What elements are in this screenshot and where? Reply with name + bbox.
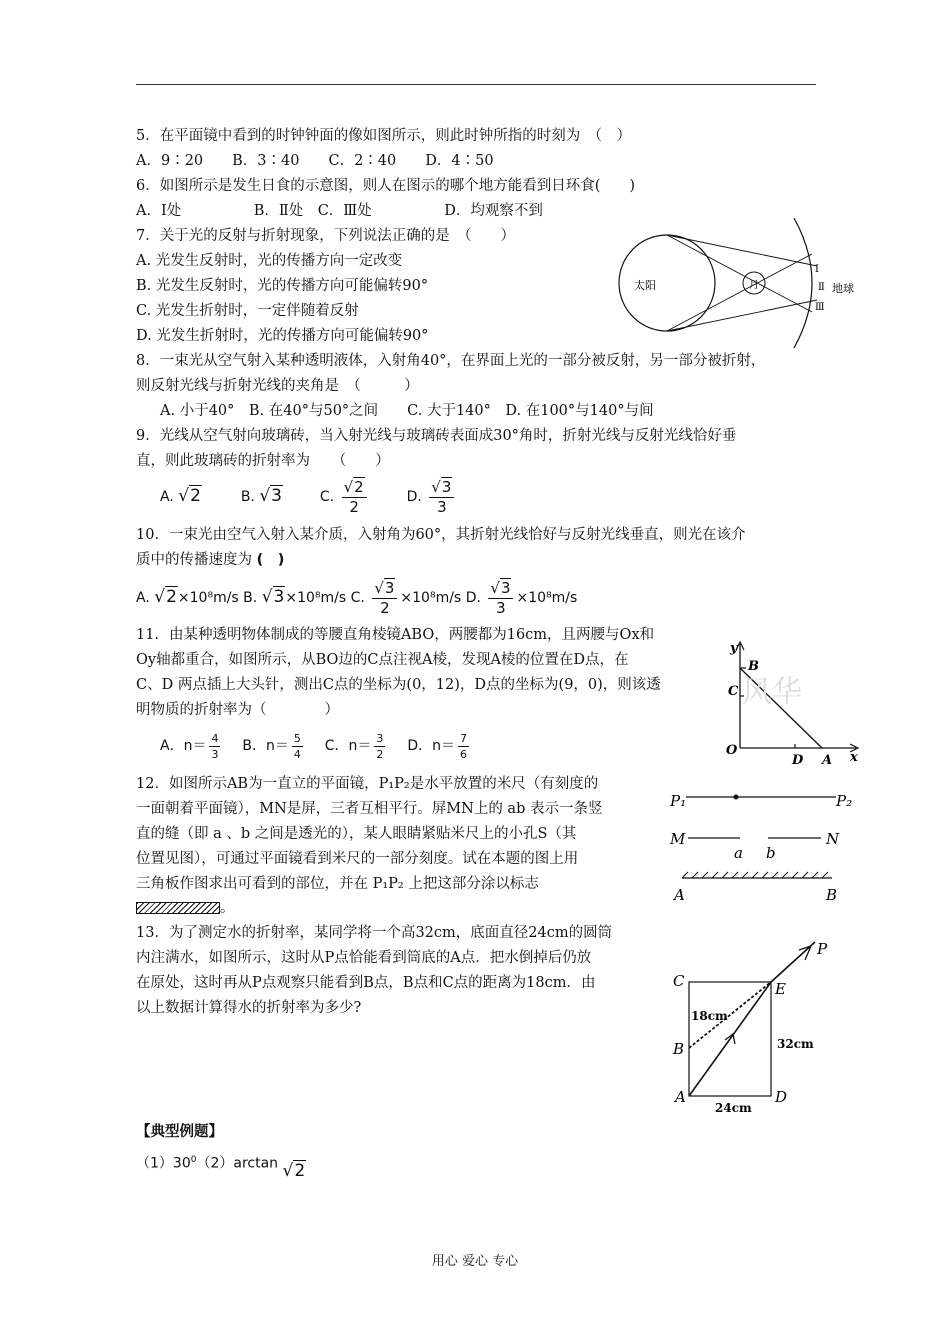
cylinder-point-a: A [675,1088,686,1106]
q8-options: A. 小于40° B. 在40°与50°之间 C. 大于140° D. 在100°与140°与间 [160,403,654,419]
cylinder-point-e: E [775,980,786,998]
q9-option-a-letter: A. [160,489,174,505]
q10-line-1: 10．一束光由空气入射入某介质，入射角为60°，其折射光线恰好与反射光线垂直，则光在该介 [136,527,746,543]
prism-point-a: A [822,753,833,766]
answer-2-text: （2）arctan [196,1155,279,1172]
cylinder-point-d: D [775,1088,788,1106]
q11-line-2: Oy轴都重合，如图所示，从BO边的C点注视A棱，发现A棱的位置在D点，在 [136,652,629,668]
q5-options: A．9∶20 B．3∶40 C．2∶40 D．4∶50 [136,153,494,169]
q10-option-a-unit: ×10⁸m/s [177,590,239,606]
q7-option-a: A. 光发生反射时，光的传播方向一定改变 [136,253,403,269]
q10-option-c-denominator: 2 [380,598,390,617]
mirror-end-b: B [826,886,838,904]
q12-line-1: 12．如图所示AB为一直立的平面镜，P₁P₂是水平放置的米尺（有刻度的 [136,776,599,792]
q9-line-2: 直，则此玻璃砖的折射率为 （ ） [136,453,390,469]
q12-line-3: 直的缝（即 a 、b 之间是透光的），某人眼睛紧贴米尺上的小孔S（其 [136,826,577,842]
q11-option-d-denominator: 6 [459,747,467,761]
q9-option-c-letter: C. [319,489,335,505]
region-1-label: Ⅰ [815,264,819,275]
q11-line-1: 11．由某种透明物体制成的等腰直角棱镜ABO，两腰都为16cm，且两腰与Ox和 [136,627,655,643]
q10-option-d-denominator: 3 [496,598,506,617]
answers-heading: 【典型例题】 [136,1124,223,1140]
q12-line-6-text: 。 [220,900,235,916]
q10-option-d-letter: D. [465,590,481,606]
q5-stem: 5．在平面镜中看到的时钟钟面的像如图所示，则此时钟所指的时刻为 （ ） [136,128,631,144]
answer-1-text: （1）30 [136,1155,191,1172]
q10-option-c-unit: ×10⁸m/s [400,590,462,606]
q11-line-4: 明物质的折射率为（ ） [136,702,339,718]
q10-line-2-text: 质中的传播速度为 [136,552,252,568]
q13-line-2: 内注满水，如图所示，这时从P点恰能看到筒底的A点．把水倒掉后仍放 [136,950,592,966]
ruler-end-p2: P₂ [836,792,853,810]
sun-label: 太阳 [634,279,656,292]
q11-options [160,728,472,764]
q6-stem: 6．如图所示是发生日食的示意图，则人在图示的哪个地方能看到日环食( ) [136,178,636,194]
q9-option-b-radicand: 3 [271,486,282,506]
q10-answer-paren: ( ) [256,552,285,568]
q11-option-d-numerator: 7 [459,731,467,745]
q6-options: A．Ⅰ处 B．Ⅱ处 C．Ⅲ处 D．均观察不到 [136,203,543,219]
q11-option-c-numerator: 3 [376,731,384,745]
ruler-end-p1: P₁ [670,792,687,810]
prism-diagram [722,640,868,766]
answer-1-degree: 0 [190,1155,197,1165]
prism-point-d: D [792,753,804,766]
q10-options: A. √2×10⁸m/s B. √3×10⁸m/s C. $\frac{√3}{2}$ ×10⁸m/s D. $\frac{√3}{3}$ ×10⁸m/s [136,578,578,617]
q9-options: A. √2 B. √3 C. $\frac{√2}{2}$ D. $\frac{√3}{3}$ [160,476,457,517]
screen-end-n: N [826,830,840,848]
earth-label: 地球 [832,282,854,295]
q7-option-c: C. 光发生折射时，一定伴随着反射 [136,303,359,319]
region-3-label: Ⅲ [815,302,825,313]
slit-edge-b: b [766,844,776,862]
q9-option-d-denominator: 3 [437,497,447,516]
q11-option-a-label: A．n＝ [160,738,207,754]
cylinder-label-18cm: 18cm [691,1009,728,1023]
prism-y-axis-label: y [730,641,738,656]
q11-option-a-denominator: 3 [211,747,219,761]
q10-line-2 [136,550,284,570]
q9-option-d-radicand: 3 [441,477,452,496]
answers-line: $(1)30^0(2)\arctan$ √2 [136,1155,306,1181]
q11-option-b-numerator: 5 [293,731,301,745]
q7-option-b: B. 光发生反射时，光的传播方向可能偏转90° [136,278,429,294]
q10-option-a-radicand: 2 [166,587,177,607]
prism-x-axis-label: x [850,750,858,765]
q10-option-b-radicand: 3 [273,587,285,607]
q11-option-c-label: C．n＝ [324,738,372,754]
q9-option-c-denominator: 2 [349,497,359,516]
q8-line-1: 8．一束光从空气射入某种透明液体，入射角40°，在界面上光的一部分被反射，另一部分被折射， [136,353,766,369]
q7-option-d: D. 光发生折射时，光的传播方向可能偏转90° [136,328,429,344]
cylinder-refraction-diagram [665,930,845,1120]
q11-option-d-label: D．n＝ [407,738,455,754]
q10-option-a-letter: A. [136,590,150,606]
cylinder-label-24cm: 24cm [715,1101,752,1115]
q11-option-a-numerator: 4 [211,731,219,745]
q13-line-4: 以上数据计算得水的折射率为多少? [136,1000,362,1016]
cylinder-point-c: C [673,972,685,990]
moon-label: 月 [749,280,759,291]
q11-line-3: C、D 两点插上大头针，测出C点的坐标为(0，12)，D点的坐标为(9，0)，则该透 [136,677,661,693]
q9-option-c-radicand: 2 [354,477,364,496]
q12-line-5: 三角板作图求出可看到的部位，并在 P₁P₂ 上把这部分涂以标志 [136,876,539,892]
hatch-marker-sample [136,902,220,914]
cylinder-point-b: B [673,1040,685,1058]
q11-option-c-denominator: 2 [376,747,384,761]
prism-point-c: C [728,684,739,699]
q10-option-b-letter: B. [243,590,258,606]
q12-line-4: 位置见图），可通过平面镜看到米尺的一部分刻度。试在本题的图上用 [136,851,579,867]
q10-option-c-radicand: 3 [384,578,395,597]
q7-stem: 7．关于光的反射与折射现象，下列说法正确的是 （ ） [136,228,515,244]
q10-option-b-unit: ×10⁸m/s [285,590,347,606]
q12-line-2: 一面朝着平面镜），MN是屏，三者互相平行。屏MN上的 ab 表示一条竖 [136,801,603,817]
q10-option-c-letter: C. [350,590,365,606]
cylinder-label-32cm: 32cm [777,1037,814,1051]
page-footer: 用心 爱心 专心 [431,1254,519,1269]
q11-option-b-denominator: 4 [293,747,301,761]
eclipse-diagram [612,218,872,348]
mirror-end-a: A [674,886,685,904]
header-rule [136,84,816,85]
prism-point-b: B [748,659,759,674]
prism-origin-o: O [726,743,738,758]
q13-line-1: 13．为了测定水的折射率，某同学将一个高32cm，底面直径24cm的圆筒 [136,925,613,941]
q8-line-2: 则反射光线与折射光线的夹角是 （ ） [136,378,419,394]
q11-option-b-label: B．n＝ [242,738,289,754]
screen-end-m: M [670,830,686,848]
region-2-label: Ⅱ [818,282,825,293]
q9-option-d-letter: D. [406,489,422,505]
q10-option-d-unit: ×10⁸m/s [516,590,578,606]
cylinder-point-p: P [817,940,828,958]
q10-option-d-radicand: 3 [500,578,511,597]
q9-option-a-radicand: 2 [190,486,201,506]
slit-edge-a: a [734,844,743,862]
q9-line-1: 9．光线从空气射向玻璃砖，当入射光线与玻璃砖表面成30°角时，折射光线与反射光线恰好垂 [136,428,737,444]
answer-2-radicand: 2 [294,1160,306,1181]
mirror-ruler-diagram [666,780,856,910]
q12-line-6 [136,898,235,918]
q13-line-3: 在原处，这时再从P点观察只能看到B点，B点和C点的距离为18cm．由 [136,975,596,991]
prism-watermark: 风华 [742,675,802,710]
q9-option-b-letter: B. [240,489,255,505]
